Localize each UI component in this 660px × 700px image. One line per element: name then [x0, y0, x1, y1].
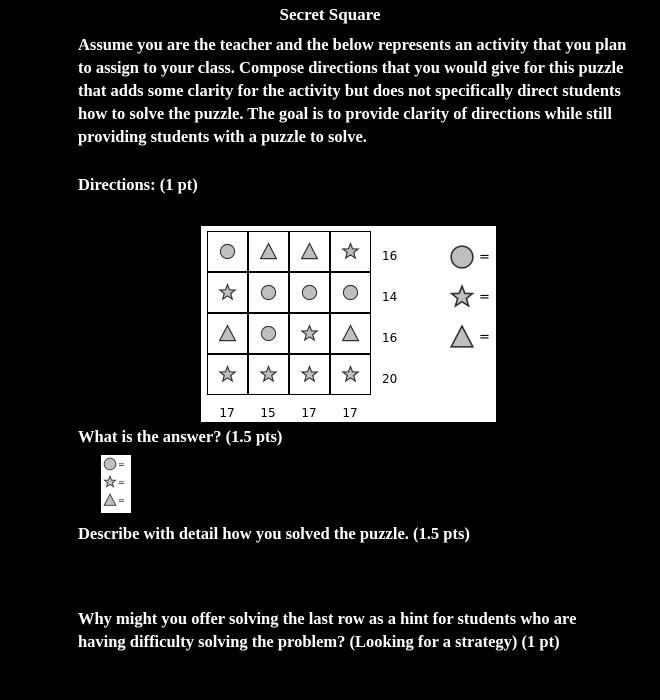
grid-cell	[330, 354, 371, 395]
answer-key-box	[101, 455, 131, 513]
grid-cell	[289, 231, 330, 272]
key-circle	[449, 244, 490, 270]
grid-cell	[207, 313, 248, 354]
star-icon	[341, 242, 360, 261]
star-icon	[259, 365, 278, 384]
triangle-icon	[259, 242, 278, 261]
circle-icon	[301, 284, 318, 301]
star-icon	[341, 365, 360, 384]
star-icon	[300, 365, 319, 384]
question-answer: What is the answer? (1.5 pts)	[78, 427, 283, 446]
grid-cell	[248, 313, 289, 354]
grid-cell	[289, 313, 330, 354]
grid-cell	[207, 354, 248, 395]
row-sum: 16	[382, 249, 398, 263]
key-triangle	[449, 324, 490, 350]
circle-icon	[219, 243, 236, 260]
column-sum: 15	[260, 406, 276, 420]
equals-sign: =	[118, 477, 125, 487]
grid-cell	[207, 272, 248, 313]
triangle-icon	[103, 493, 117, 507]
grid-cell	[330, 313, 371, 354]
star-icon	[300, 324, 319, 343]
grid-cell	[207, 231, 248, 272]
column-sum: 17	[301, 406, 317, 420]
grid-cell	[289, 354, 330, 395]
question-describe: Describe with detail how you solved the puzzle. (1.5 pts)	[78, 524, 470, 543]
equals-sign: =	[479, 249, 490, 265]
equals-sign: =	[479, 289, 490, 305]
triangle-icon	[449, 324, 475, 350]
grid-cell	[289, 272, 330, 313]
row-sum: 14	[382, 290, 398, 304]
circle-icon	[260, 284, 277, 301]
star-icon	[218, 365, 237, 384]
equals-sign: =	[118, 495, 125, 505]
grid-cell	[330, 272, 371, 313]
row-sum: 20	[382, 372, 398, 386]
page-title: Secret Square	[279, 5, 381, 24]
triangle-icon	[218, 324, 237, 343]
circle-icon	[449, 244, 475, 270]
column-sum: 17	[219, 406, 235, 420]
answer-key-triangle	[103, 493, 125, 507]
answer-key-circle	[103, 457, 125, 471]
triangle-icon	[341, 324, 360, 343]
triangle-icon	[300, 242, 319, 261]
directions-label: Directions: (1 pt)	[78, 175, 198, 194]
answer-key-star	[103, 475, 125, 489]
equals-sign: =	[118, 459, 125, 469]
grid-cell	[248, 272, 289, 313]
row-sum: 16	[382, 331, 398, 345]
star-icon	[449, 284, 475, 310]
star-icon	[103, 475, 117, 489]
circle-icon	[342, 284, 359, 301]
column-sum: 17	[342, 406, 358, 420]
circle-icon	[103, 457, 117, 471]
question-hint-strategy: Why might you offer solving the last row as a hint for students who are having difficulty solving the problem? (Looking for a strategy) (1 pt)	[78, 609, 577, 651]
equals-sign: =	[479, 329, 490, 345]
grid-cell	[248, 354, 289, 395]
intro-paragraph: Assume you are the teacher and the below represents an activity that you plan to assign to your class. Compose directions that you would give for this puzzle that adds some clarity for the activity but does not specifically direct students how to solve the puzzle. The goal is to provide clarity of directions while still providing students with a puzzle to solve.	[78, 35, 627, 146]
grid-cell	[330, 231, 371, 272]
puzzle-panel	[201, 226, 496, 422]
circle-icon	[260, 325, 277, 342]
key-star	[449, 284, 490, 310]
grid-cell	[248, 231, 289, 272]
star-icon	[218, 283, 237, 302]
